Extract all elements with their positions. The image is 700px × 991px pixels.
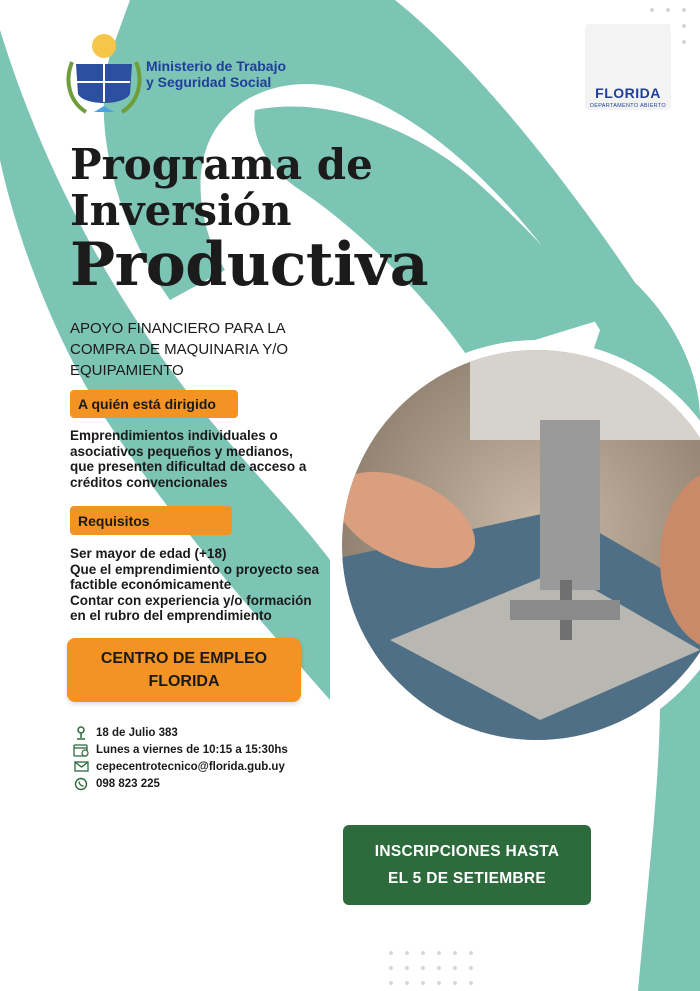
- florida-subtitle: DEPARTAMENTO ABIERTO: [590, 103, 666, 109]
- contact-list: [72, 724, 288, 792]
- mtss-logo: [146, 58, 306, 90]
- title-line2: Inversión: [70, 186, 292, 235]
- title-line1: Programa de: [70, 140, 373, 189]
- envelope-icon: [72, 759, 90, 774]
- subtitle: APOYO FINANCIERO PARA LA COMPRA DE MAQUINARIA Y/O EQUIPAMIENTO: [70, 320, 289, 379]
- contact-address: [72, 724, 288, 741]
- center-badge: [67, 638, 301, 702]
- florida-logo: [585, 24, 671, 110]
- contact-hours: [72, 741, 288, 758]
- registration-deadline-badge: [343, 825, 591, 905]
- whatsapp-icon: [72, 776, 90, 791]
- ministry-name: [146, 58, 306, 90]
- requirements-heading: Requisitos: [70, 506, 232, 535]
- center-line1: CENTRO DE EMPLEO: [100, 650, 268, 667]
- target-text: Emprendimientos individuales o asociativos pequeños y medianos, que presenten dificultad de acceso a créditos convencionales: [70, 428, 307, 490]
- title-line3: Productiva: [70, 230, 429, 300]
- florida-name: FLORIDA: [595, 85, 661, 101]
- requirements-list: [70, 546, 320, 624]
- location-pin-icon: [72, 725, 90, 740]
- sewing-photo: [320, 340, 700, 760]
- target-heading: A quién está dirigido: [70, 390, 238, 418]
- requirement-item: Que el emprendimiento o proyecto sea factible económicamente: [70, 561, 320, 592]
- ministry-line2: y Seguridad Social: [146, 74, 272, 90]
- registration-line1: INSCRIPCIONES HASTA: [374, 843, 560, 860]
- hours-text: Lunes a viernes de 10:15 a 15:30hs: [96, 743, 288, 756]
- contact-phone[interactable]: [72, 775, 288, 792]
- email-text[interactable]: cepecentrotecnico@florida.gub.uy: [96, 760, 285, 773]
- registration-line2: EL 5 DE SETIEMBRE: [387, 870, 547, 887]
- dots-decoration-bottom: [386, 948, 476, 988]
- contact-email[interactable]: [72, 758, 288, 775]
- phone-text[interactable]: 098 823 225: [96, 777, 160, 790]
- calendar-icon: [72, 742, 90, 757]
- page-title: [70, 140, 429, 300]
- address-text: 18 de Julio 383: [96, 726, 178, 739]
- requirement-item: Ser mayor de edad (+18): [70, 546, 227, 561]
- requirement-item: Contar con experiencia y/o formación en el rubro del emprendimiento: [70, 592, 312, 623]
- ministry-line1: Ministerio de Trabajo: [146, 58, 287, 74]
- center-line2: FLORIDA: [148, 673, 220, 690]
